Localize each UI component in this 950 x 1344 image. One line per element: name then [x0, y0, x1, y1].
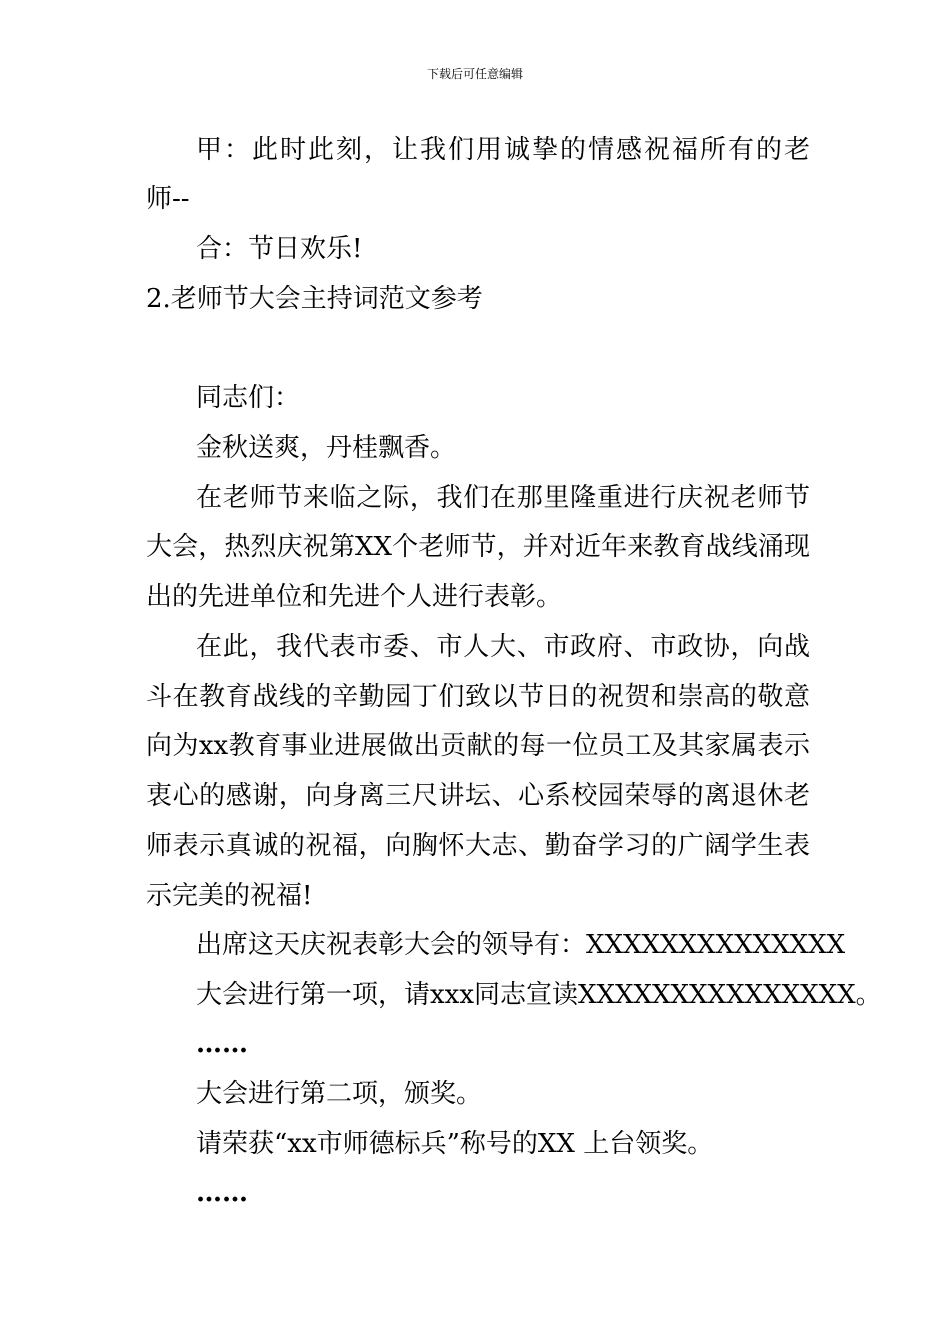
paragraph-line: 示完美的祝福! — [146, 881, 313, 911]
ellipsis-line: …… — [196, 1178, 248, 1208]
paragraph-line: 衷心的感谢，向身离三尺讲坛、心系校园荣辱的离退休老 — [146, 781, 810, 811]
paragraph-line: 出的先进单位和先进个人进行表彰。 — [146, 582, 563, 612]
paragraph-line: 师表示真诚的祝福，向胸怀大志、勤奋学习的广阔学生表 — [146, 831, 810, 861]
section-heading: 2.老师节大会主持词范文参考 — [146, 284, 483, 314]
paragraph-line: 同志们： — [196, 383, 301, 413]
paragraph-line: 向为xx教育事业进展做出贡献的每一位员工及其家属表示 — [146, 731, 810, 761]
paragraph-line: 出席这天庆祝表彰大会的领导有：XXXXXXXXXXXXXX — [196, 930, 846, 960]
ellipsis-line: …… — [196, 1029, 248, 1059]
paragraph-line: 大会进行第二项，颁奖。 — [196, 1079, 483, 1109]
paragraph-line: 合：节日欢乐! — [196, 234, 363, 264]
page-header: 下载后可任意编辑 — [426, 67, 523, 81]
paragraph-line: 金秋送爽，丹桂飘香。 — [196, 433, 457, 463]
paragraph-line: 在老师节来临之际，我们在那里隆重进行庆祝老师节 — [196, 483, 810, 513]
paragraph-line: 师-- — [146, 184, 190, 214]
paragraph-line: 大会，热烈庆祝第XX个老师节，并对近年来教育战线涌现 — [146, 532, 810, 562]
paragraph-line: 甲：此时此刻，让我们用诚挚的情感祝福所有的老 — [196, 135, 810, 165]
paragraph-line: 请荣获“xx市师德标兵”称号的XX 上台领奖。 — [196, 1129, 714, 1159]
paragraph-line: 在此，我代表市委、市人大、市政府、市政协，向战 — [196, 632, 810, 662]
paragraph-line: 大会进行第一项，请xxx同志宣读XXXXXXXXXXXXXXX。 — [196, 980, 882, 1010]
paragraph-line: 斗在教育战线的辛勤园丁们致以节日的祝贺和崇高的敬意 — [146, 682, 810, 712]
